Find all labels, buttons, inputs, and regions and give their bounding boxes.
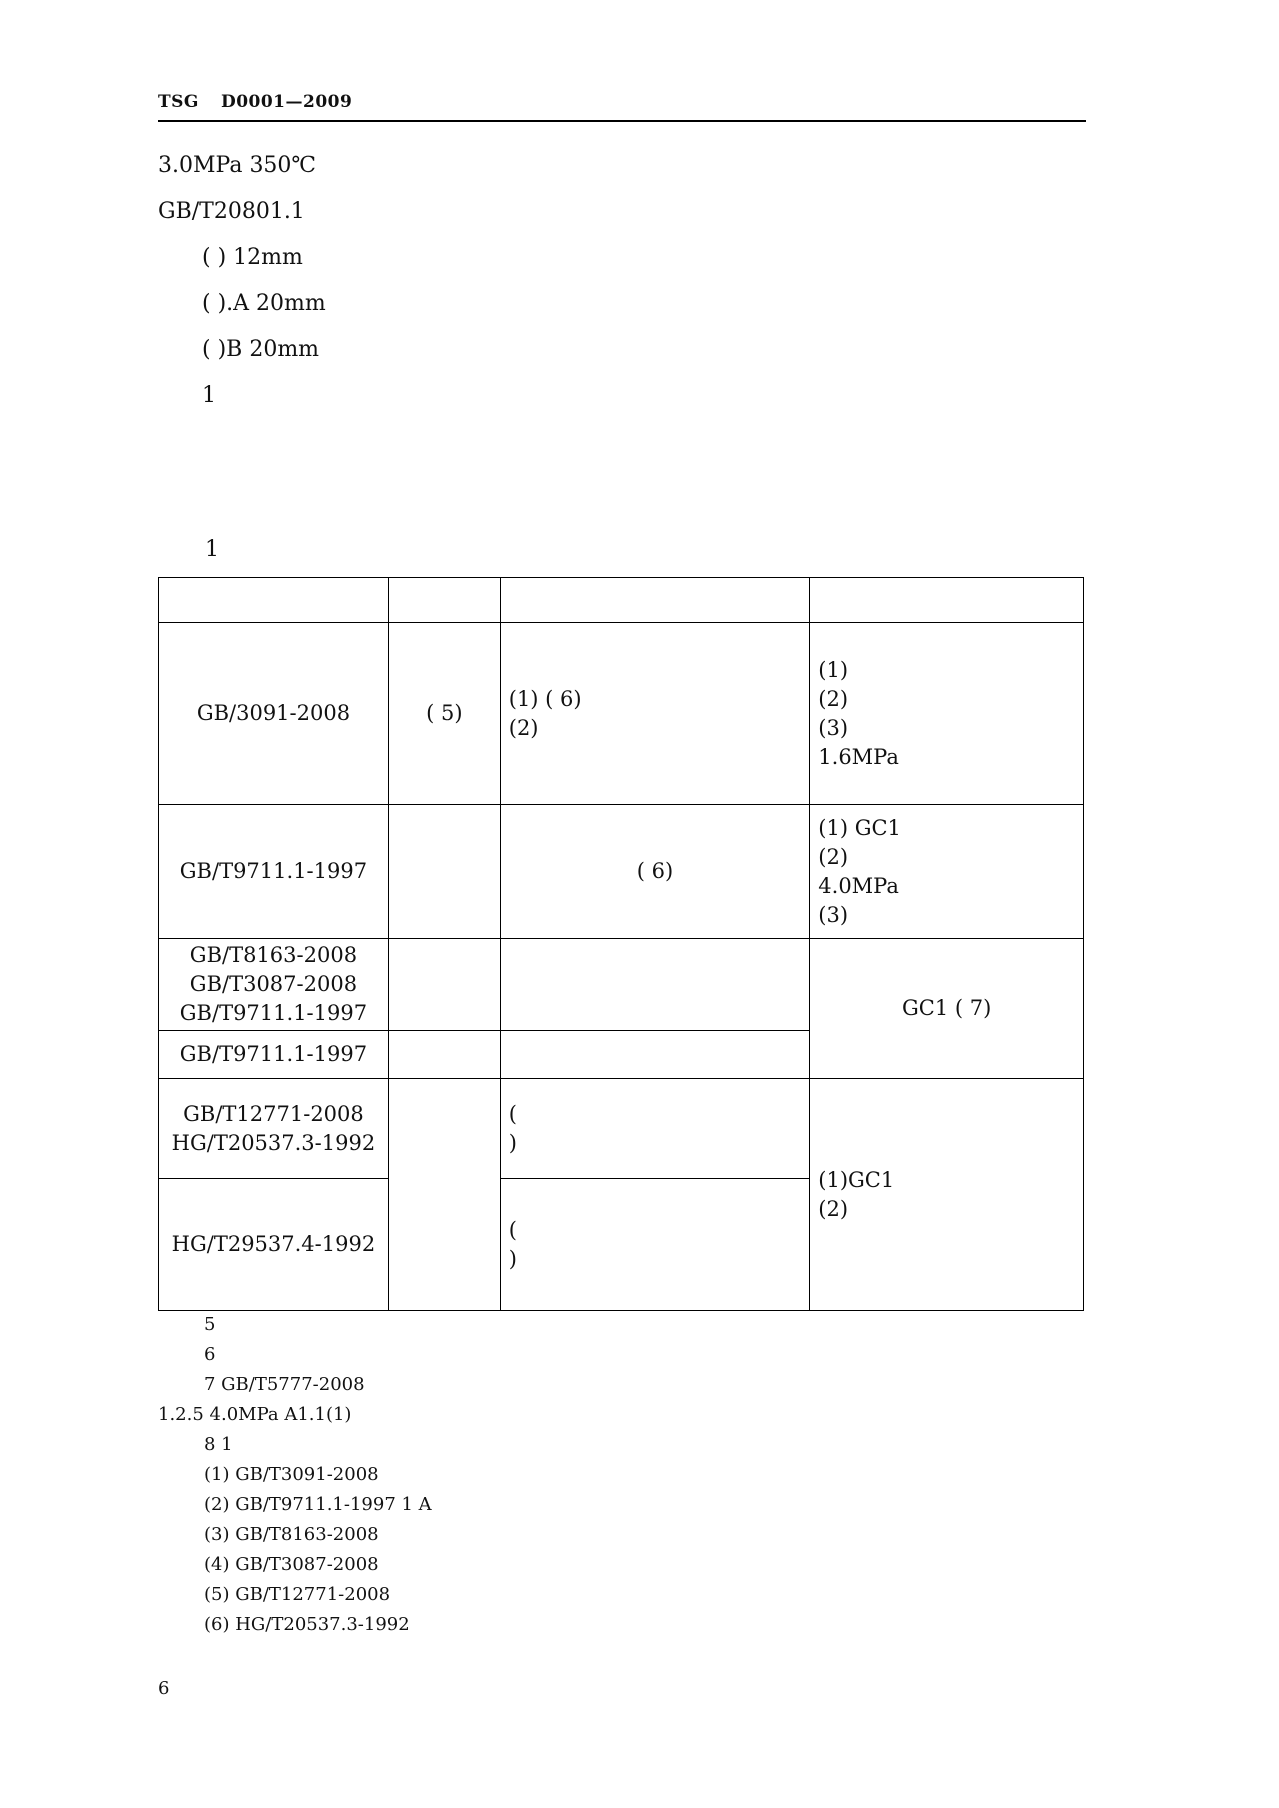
- note-8-item-4: (4) GB/T3087-2008: [204, 1554, 379, 1575]
- cell-material: [388, 805, 500, 939]
- cell-material: [388, 939, 500, 1031]
- cell-material: [388, 1031, 500, 1079]
- note-8: 8 1: [204, 1434, 233, 1455]
- body-text: [158, 143, 1086, 419]
- cell-material-shared-stainless: [388, 1079, 500, 1311]
- table-notes: [158, 1310, 1098, 1640]
- table-row: [159, 623, 1084, 805]
- cell-restriction: (1) (2) (3) 1.6MPa: [810, 623, 1084, 805]
- cell-process: ( ): [500, 1079, 810, 1179]
- cell-material: ( 5): [388, 623, 500, 805]
- table-row: [159, 805, 1084, 939]
- cell-standard: GB/T8163-2008 GB/T3087-2008 GB/T9711.1-1997: [159, 939, 389, 1031]
- cell-process: ( ): [500, 1179, 810, 1311]
- steel-pipe-restriction-table: [158, 577, 1084, 1311]
- note-8-item-2: (2) GB/T9711.1-1997 1 A: [204, 1494, 432, 1515]
- note-5: 5: [204, 1314, 216, 1335]
- cell-restriction: (1) GC1 (2) 4.0MPa (3): [810, 805, 1084, 939]
- table-row: [159, 1079, 1084, 1179]
- page-number: 6: [158, 1678, 170, 1699]
- col-header-material: [388, 578, 500, 623]
- page-header: [158, 86, 1086, 122]
- note-8-item-3: (3) GB/T8163-2008: [204, 1524, 379, 1545]
- note-8-item-5: (5) GB/T12771-2008: [204, 1584, 391, 1605]
- standard-code-number: D0001—2009: [220, 92, 353, 112]
- article-27-item-2: ( ).A 20mm: [202, 291, 326, 316]
- note-6: 6: [204, 1344, 216, 1365]
- cell-restriction-shared-gc1: GC1 ( 7): [810, 939, 1084, 1079]
- table-caption: 1: [205, 537, 219, 562]
- note-8-item-1: (1) GB/T3091-2008: [204, 1464, 379, 1485]
- article-27-item-3: ( )B 20mm: [202, 337, 320, 362]
- cell-process: [500, 939, 810, 1031]
- cell-standard: HG/T29537.4-1992: [159, 1179, 389, 1311]
- cell-process: [500, 1031, 810, 1079]
- col-header-process: [500, 578, 810, 623]
- standard-code-prefix: TSG: [158, 92, 199, 112]
- note-7: 7 GB/T5777-2008: [204, 1374, 365, 1395]
- body-line-2: GB/T20801.1: [158, 199, 305, 224]
- cell-process: (1) ( 6) (2): [500, 623, 810, 805]
- table-header-row: [159, 578, 1084, 623]
- cell-restriction-shared-stainless: (1)GC1 (2): [810, 1079, 1084, 1311]
- note-8-item-6: (6) HG/T20537.3-1992: [204, 1614, 410, 1635]
- article-28-line-2: 1: [202, 383, 216, 408]
- cell-standard: GB/3091-2008: [159, 623, 389, 805]
- col-header-restriction: [810, 578, 1084, 623]
- article-27-item-1: ( ) 12mm: [202, 245, 303, 270]
- table-row: [159, 939, 1084, 1031]
- standard-code: [158, 92, 352, 112]
- cell-process: ( 6): [500, 805, 810, 939]
- col-header-standard: [159, 578, 389, 623]
- cell-standard: GB/T12771-2008 HG/T20537.3-1992: [159, 1079, 389, 1179]
- cell-standard: GB/T9711.1-1997: [159, 1031, 389, 1079]
- note-7-continued: 1.2.5 4.0MPa A1.1(1): [158, 1404, 352, 1425]
- cell-standard: GB/T9711.1-1997: [159, 805, 389, 939]
- body-line-1: 3.0MPa 350℃: [158, 153, 317, 178]
